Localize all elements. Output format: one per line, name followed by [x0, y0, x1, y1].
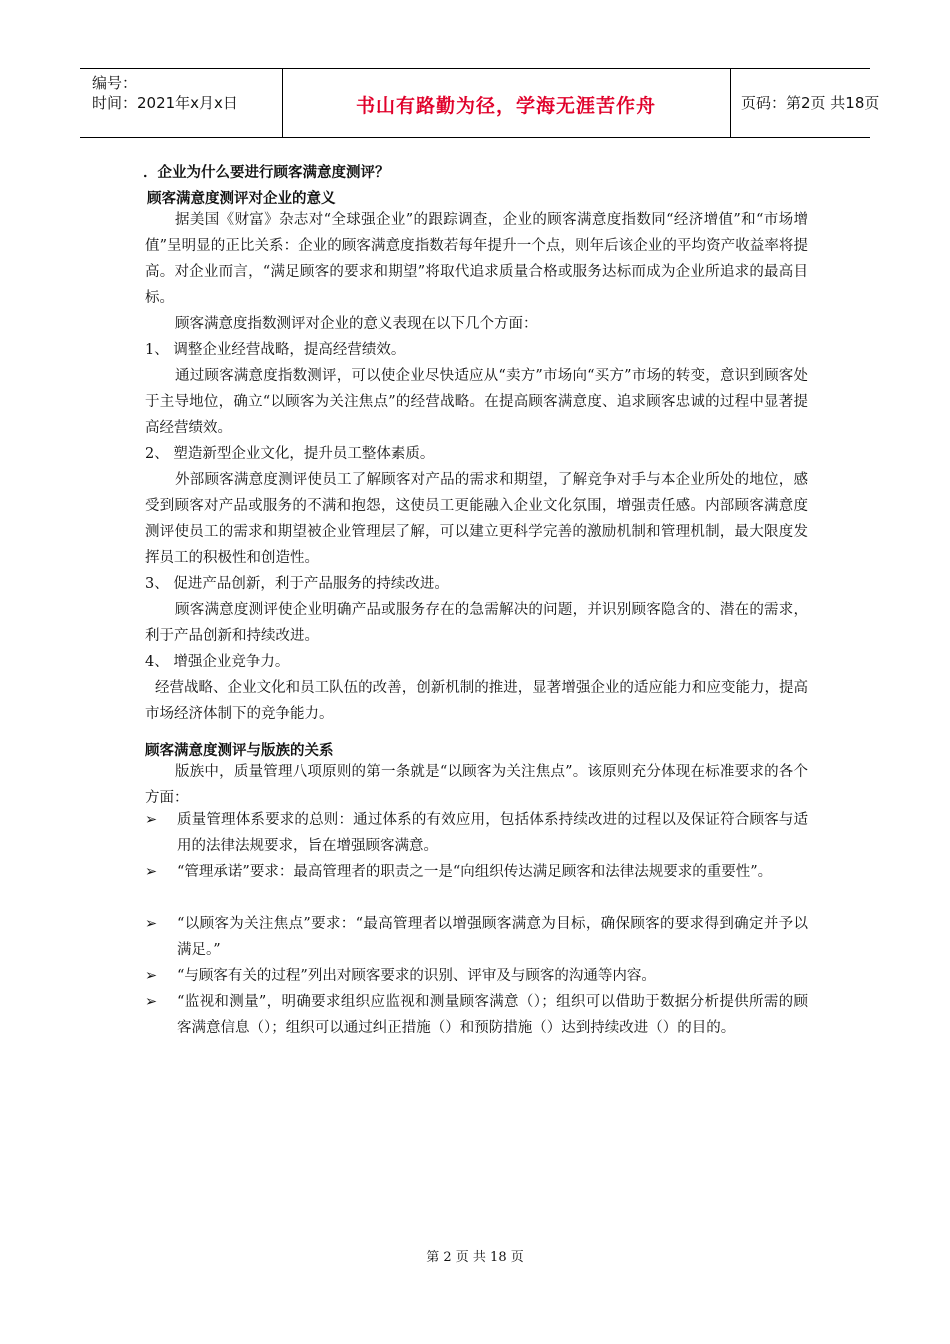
bullet-text: “以顾客为关注焦点”要求：“最高管理者以增强顾客满意为目标，确保顾客的要求得到确定并予以满足。”: [177, 916, 808, 958]
header-motto: 书山有路勤为径，学海无涯苦作舟: [355, 95, 656, 117]
bullet-item: [145, 963, 808, 989]
paragraph-culture: 外部顾客满意度测评使员工了解顾客对产品的需求和期望，了解竞争对手与本企业所处的地位，感受到顾客对产品或服务的不满和抱怨，这使员工更能融入企业文化氛围，增强责任感。内部顾客满意度测评使员工的需求和期望被企业管理层了解，可以建立更科学完善的激励机制和管理机制，最大限度发挥员工的积极性和创造性。: [145, 472, 808, 566]
paragraph-innovation: 顾客满意度测评使企业明确产品或服务存在的急需解决的问题，并识别顾客隐含的、潜在的需求，利于产品创新和持续改进。: [145, 602, 808, 644]
paragraph-competitiveness: 经营战略、企业文化和员工队伍的改善，创新机制的推进，显著增强企业的适应能力和应变能力，提高市场经济体制下的竞争能力。: [145, 680, 808, 722]
header-left-cell: [80, 69, 283, 137]
page-footer: 第 2 页 共 18 页: [426, 1250, 524, 1265]
bullet-item: [145, 807, 808, 859]
list-item-1: 1、 调整企业经营战略，提高经营绩效。: [145, 342, 406, 358]
question-title: ．企业为什么要进行顾客满意度测评？: [143, 165, 390, 181]
bullet-text: “管理承诺”要求：最高管理者的职责之一是“向组织传达满足顾客和法律法规要求的重要性”。: [177, 864, 773, 880]
header-motto-cell: [282, 69, 731, 137]
arrow-bullet-icon: ➢: [145, 916, 158, 932]
bullet-item: [145, 911, 808, 963]
bullet-item: [145, 989, 808, 1041]
section-heading-significance: 顾客满意度测评对企业的意义: [147, 191, 336, 207]
arrow-bullet-icon: ➢: [145, 994, 158, 1010]
document-date: 时间：2021年x月x日: [92, 94, 238, 112]
paragraph-intro-aspects: 顾客满意度指数测评对企业的意义表现在以下几个方面：: [175, 316, 538, 332]
list-item-2: 2、 塑造新型企业文化，提升员工整体素质。: [145, 446, 435, 462]
page-header: [80, 68, 880, 138]
bullet-text: “与顾客有关的过程”列出对顾客要求的识别、评审及与顾客的沟通等内容。: [177, 968, 656, 984]
header-right-cell: [731, 69, 880, 137]
arrow-bullet-icon: ➢: [145, 864, 158, 880]
section-heading-relation: 顾客满意度测评与版族的关系: [145, 743, 334, 759]
paragraph-principles: 版族中，质量管理八项原则的第一条就是“以顾客为关注焦点”。该原则充分体现在标准要求的各个方面：: [145, 764, 808, 806]
header-page-info: 页码：第2页 共18页: [741, 94, 880, 112]
bullet-text: 质量管理体系要求的总则：通过体系的有效应用，包括体系持续改进的过程以及保证符合顾客与适用的法律法规要求，旨在增强顾客满意。: [177, 812, 808, 854]
list-item-4: 4、 增强企业竞争力。: [145, 654, 290, 670]
bullet-item: [145, 859, 808, 885]
arrow-bullet-icon: ➢: [145, 968, 158, 984]
paragraph-fortune-survey: 据美国《财富》杂志对“全球强企业”的跟踪调查，企业的顾客满意度指数同“经济增值”和“市场增值”呈明显的正比关系：企业的顾客满意度指数若每年提升一个点，则年后该企业的平均资产收益率将提高。对企业而言，“满足顾客的要求和期望”将取代追求质量合格或服务达标而成为企业所追求的最高目标。: [145, 212, 808, 306]
document-number-label: 编号：: [92, 74, 138, 92]
arrow-bullet-icon: ➢: [145, 812, 158, 828]
paragraph-strategy: 通过顾客满意度指数测评，可以使企业尽快适应从“卖方”市场向“买方”市场的转变，意识到顾客处于主导地位，确立“以顾客为关注焦点”的经营战略。在提高顾客满意度、追求顾客忠诚的过程中显著提高经营绩效。: [145, 368, 808, 436]
list-item-3: 3、 促进产品创新，利于产品服务的持续改进。: [145, 576, 449, 592]
bullet-text: “监视和测量”，明确要求组织应监视和测量顾客满意（）；组织可以借助于数据分析提供所需的顾客满意信息（）；组织可以通过纠正措施（）和预防措施（）达到持续改进（）的目的。: [177, 994, 808, 1036]
